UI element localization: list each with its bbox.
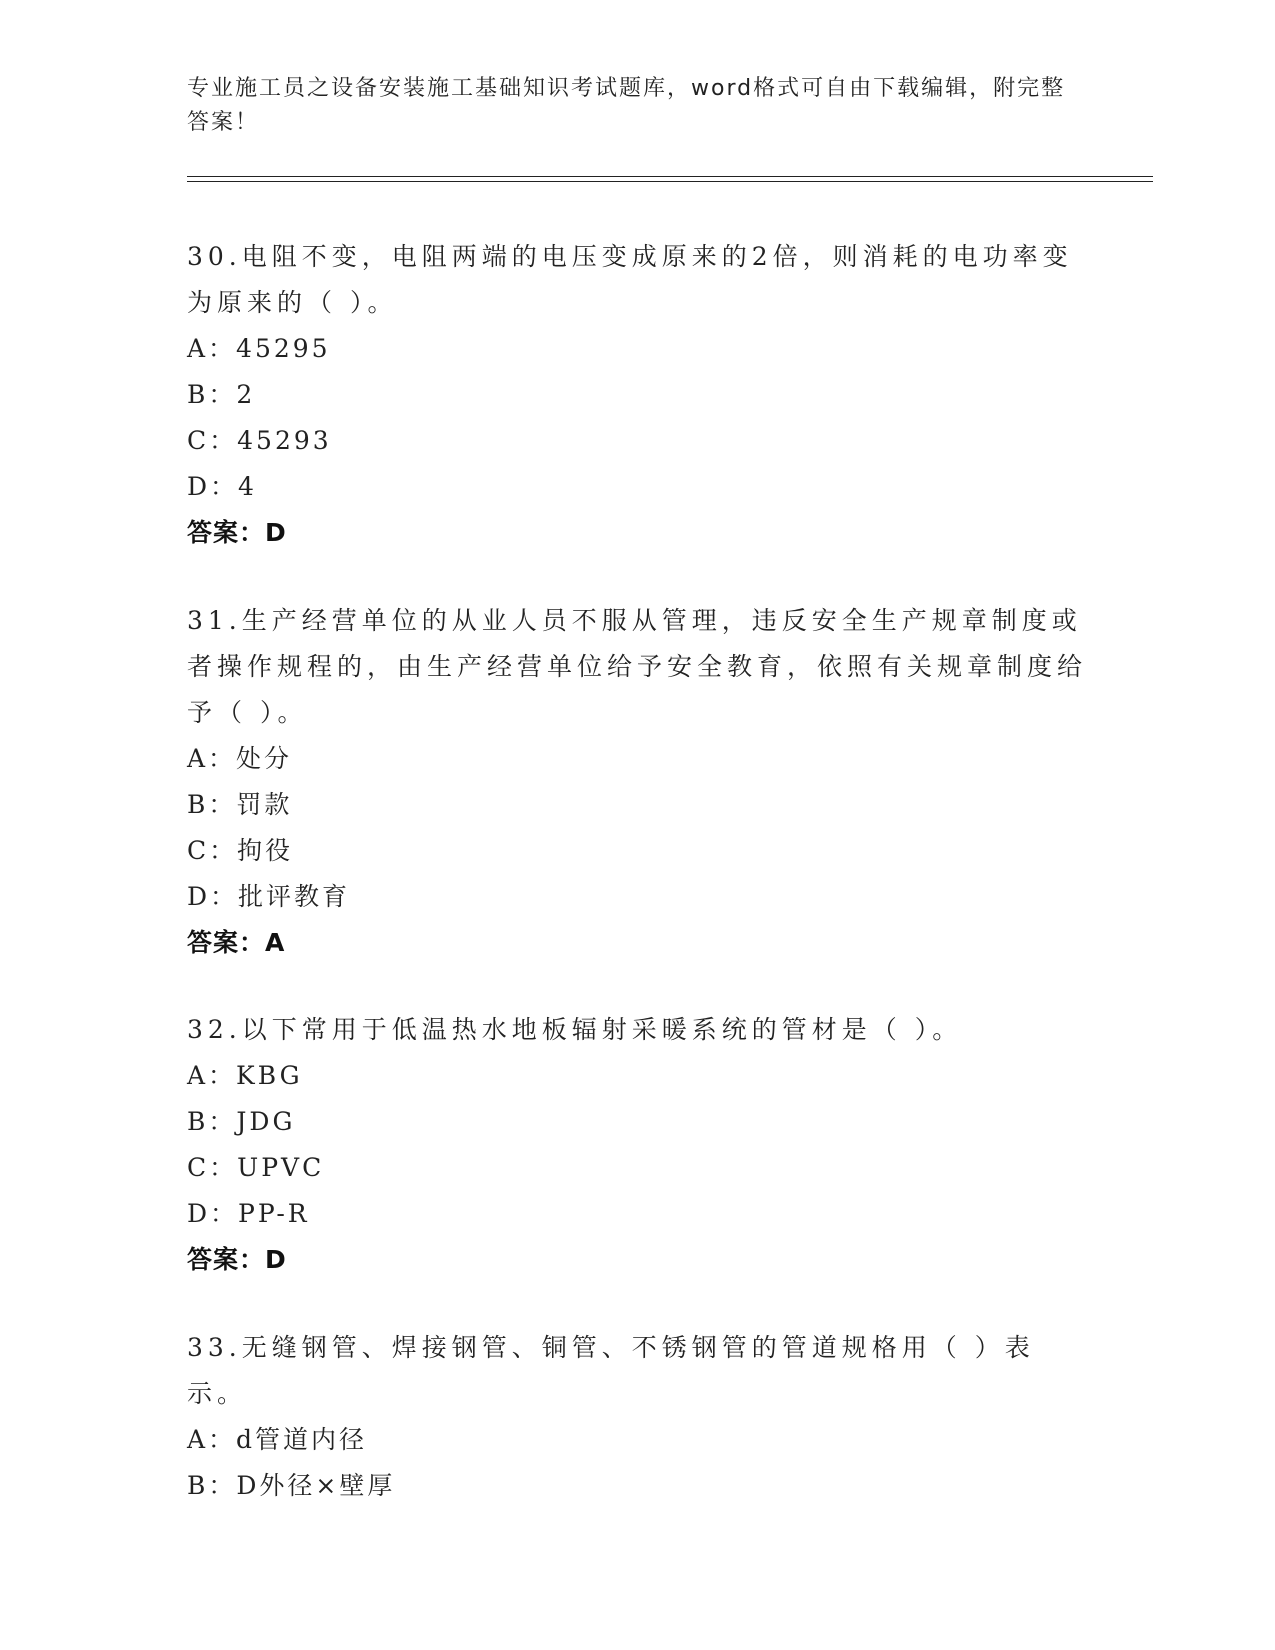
question-31 [187, 598, 1087, 966]
header-divider-top [187, 176, 1153, 177]
answer: 答案：D [187, 1245, 287, 1274]
option-a: A：处分 [187, 744, 293, 773]
question-text: 30.电阻不变，电阻两端的电压变成原来的2倍，则消耗的电功率变为原来的（ ）。 [187, 242, 1073, 317]
answer: 答案：A [187, 928, 286, 957]
option-c: C：45293 [187, 426, 332, 455]
question-33 [187, 1325, 1087, 1509]
option-b: B：罚款 [187, 790, 293, 819]
option-b: B：2 [187, 380, 256, 409]
question-text: 33.无缝钢管、焊接钢管、铜管、不锈钢管的管道规格用（ ）表示。 [187, 1333, 1035, 1408]
option-a: A：KBG [187, 1061, 303, 1090]
option-a: A：45295 [187, 334, 331, 363]
question-30 [187, 234, 1087, 556]
question-32 [187, 1007, 1087, 1283]
option-d: D：PP-R [187, 1199, 310, 1228]
option-c: C：拘役 [187, 836, 294, 865]
document-header: 专业施工员之设备安装施工基础知识考试题库，word格式可自由下载编辑，附完整答案！ [187, 76, 1066, 135]
option-b: B：JDG [187, 1107, 296, 1136]
question-text: 32.以下常用于低温热水地板辐射采暖系统的管材是（ ）。 [187, 1015, 963, 1044]
option-d: D：4 [187, 472, 257, 501]
option-b: B：D外径×壁厚 [187, 1471, 396, 1500]
option-a: A：d管道内径 [187, 1425, 368, 1454]
question-text: 31.生产经营单位的从业人员不服从管理，违反安全生产规章制度或者操作规程的，由生产经营单位给予安全教育，依照有关规章制度给予（ ）。 [187, 606, 1088, 727]
header-divider-bottom [187, 181, 1153, 182]
option-c: C：UPVC [187, 1153, 325, 1182]
answer: 答案：D [187, 518, 287, 547]
option-d: D：批评教育 [187, 882, 351, 911]
